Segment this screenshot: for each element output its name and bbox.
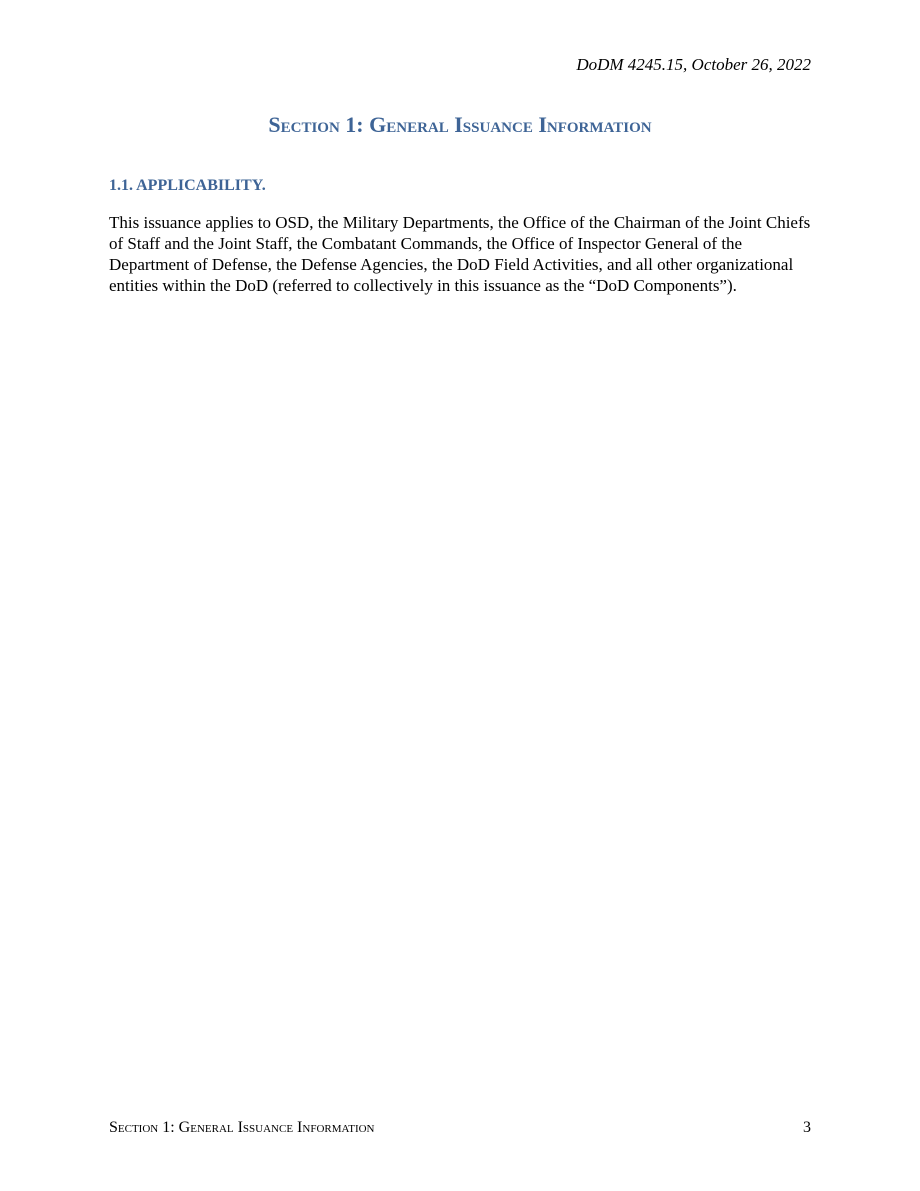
subsection-heading: 1.1. APPLICABILITY. — [109, 177, 266, 194]
footer-section-label: Section 1: General Issuance Information — [109, 1119, 375, 1136]
page-footer — [109, 1118, 811, 1140]
footer-page-number: 3 — [803, 1119, 811, 1136]
section-title: Section 1: General Issuance Information — [268, 112, 652, 137]
document-reference: DoDM 4245.15, October 26, 2022 — [576, 55, 811, 74]
subsection-body: This issuance applies to OSD, the Military Departments, the Office of the Chairman of the Joint Chiefs of Staff and the Joint Staff, the Combatant Commands, the Office of Inspector General of the Department of Defense, the Defense Agencies, the DoD Field Activities, and all other organizational entities within the DoD (referred to collectively in this issuance as the “DoD Components”). — [109, 213, 811, 295]
